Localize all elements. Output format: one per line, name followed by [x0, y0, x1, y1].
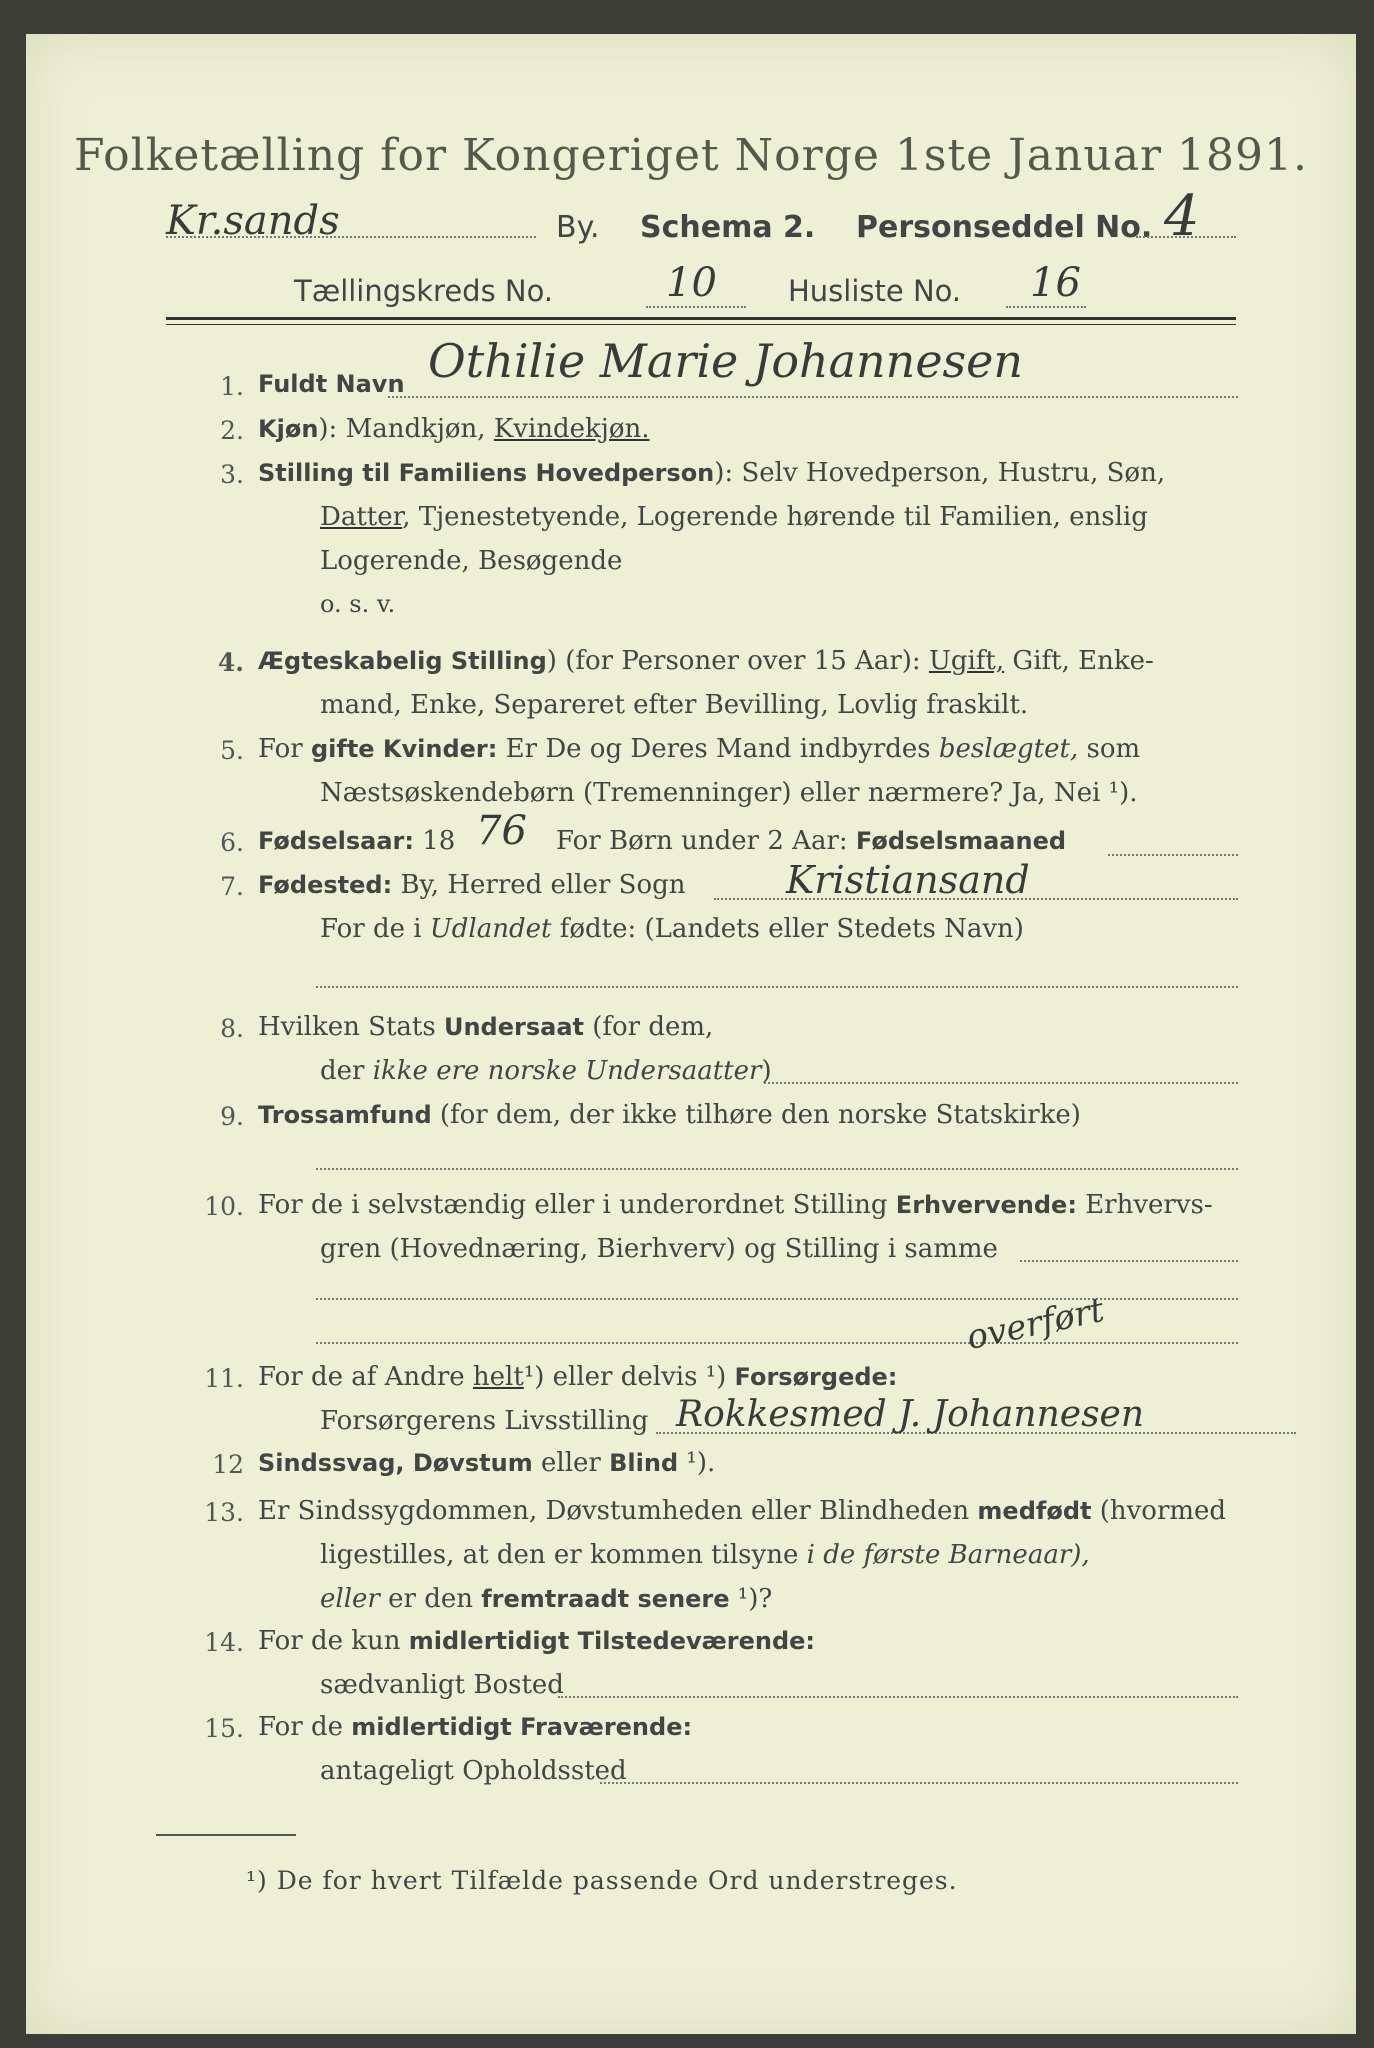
city-handwritten: Kr.sands	[166, 198, 340, 244]
item-7-line-2	[320, 914, 1024, 944]
item-13-label: medfødt	[977, 1497, 1092, 1525]
item-13-line-2	[320, 1540, 1090, 1570]
item-11-line-1	[258, 1362, 897, 1392]
personseddel-dotted-line	[1136, 236, 1236, 238]
form-title: Folketælling for Kongeriget Norge 1ste Januar 1891.	[74, 130, 1308, 181]
item-12-text-1: eller	[532, 1448, 610, 1478]
item-3-text-4: o. s. v.	[320, 590, 396, 618]
item-12-text-2: ¹).	[678, 1448, 716, 1478]
item-15-number: 15.	[204, 1714, 244, 1743]
husliste-value: 16	[1030, 260, 1081, 306]
item-6-text: For Børn under 2 Aar:	[556, 826, 856, 856]
item-8-line-1	[258, 1012, 713, 1042]
item-4-label: Ægteskabelig Stilling	[258, 647, 547, 675]
item-2-number: 2.	[220, 416, 244, 445]
item-15-dotted-line	[600, 1782, 1238, 1784]
item-12-line	[258, 1448, 715, 1478]
item-10-dotted-line-1	[1020, 1260, 1238, 1262]
item-5-text-1b: som	[1078, 734, 1141, 764]
census-form	[26, 34, 1356, 2034]
header-rule-thin	[166, 324, 1236, 325]
husliste-dotted-line	[1006, 306, 1086, 308]
item-2-text	[258, 414, 650, 444]
item-8-text-1b: (for dem,	[583, 1012, 714, 1042]
item-11-label: Forsørgede:	[734, 1363, 898, 1391]
item-11-number: 11.	[204, 1364, 244, 1393]
item-12-label: Sindssvag, Døvstum	[258, 1449, 533, 1477]
item-3-line-2	[320, 502, 1148, 532]
item-14-text-2: sædvanligt Bosted	[320, 1670, 564, 1700]
item-6-value: 76	[476, 808, 527, 854]
item-13-line-1	[258, 1496, 1226, 1526]
item-11-underlined: helt	[472, 1362, 524, 1392]
item-3-line-1	[258, 458, 1165, 488]
taellingskreds-dotted-line	[646, 306, 746, 308]
item-13-number: 13.	[204, 1498, 244, 1527]
footnote-rule	[156, 1834, 296, 1836]
item-14-text-1a: For de kun	[258, 1626, 409, 1656]
item-4-underlined: Ugift,	[928, 646, 1005, 676]
item-13-italic: i de første Barneaar),	[806, 1540, 1090, 1570]
item-4-text-1: ) (for Personer over 15 Aar):	[546, 646, 929, 676]
item-10-text-1b: Erhvervs-	[1076, 1190, 1213, 1220]
item-10-line-1	[258, 1190, 1213, 1220]
item-1-dotted-line	[388, 396, 1238, 398]
item-10-label: Erhvervende:	[895, 1191, 1077, 1219]
item-3-text-3: Logerende, Besøgende	[320, 546, 623, 576]
item-12-label-2: Blind	[609, 1449, 679, 1477]
item-7-text: By, Herred eller Sogn	[392, 870, 686, 900]
item-9-line	[258, 1100, 1081, 1130]
item-3-underlined: Datter	[320, 502, 403, 532]
item-6-number: 6.	[220, 828, 244, 857]
city-dotted-line	[166, 236, 536, 238]
item-11-value: Rokkesmed J. Johannesen	[676, 1394, 1145, 1435]
item-5-text-1: Er De og Deres Mand indbyrdes	[497, 734, 939, 764]
item-9-number: 9.	[220, 1102, 244, 1131]
item-5-italic: beslægtet,	[938, 734, 1079, 764]
item-6-year-prefix: 18	[414, 826, 456, 856]
item-2-label: Kjøn	[258, 415, 319, 443]
item-7-label: Fødested:	[258, 871, 393, 899]
item-7-italic: Udlandet	[429, 914, 552, 944]
item-7-line-1	[258, 870, 686, 900]
item-13-label-2: fremtraadt senere	[481, 1585, 730, 1613]
item-5-line-1	[258, 734, 1140, 764]
husliste-label: Husliste No.	[788, 274, 962, 308]
personseddel-label: Personseddel No.	[856, 210, 1153, 245]
item-2-plain: ): Mandkjøn,	[318, 414, 494, 444]
item-13-text-1a: Er Sindssygdommen, Døvstumheden eller Blindheden	[258, 1496, 978, 1526]
item-6-dotted-line	[1108, 854, 1238, 856]
item-1-label: Fuldt Navn	[258, 370, 405, 398]
item-6-label: Fødselsaar:	[258, 827, 414, 855]
item-8-italic: ikke ere norske Undersaatter	[372, 1056, 762, 1086]
item-8-line-2: der ikke ere norske Undersaatter)	[320, 1056, 772, 1086]
item-15-label: midlertidigt Fraværende:	[351, 1713, 693, 1741]
item-2-underlined: Kvindekjøn.	[493, 414, 650, 444]
item-6-label-2: Fødselsmaaned	[855, 827, 1067, 855]
item-10-text-2: gren (Hovednæring, Bierhverv) og Stilling i samme	[320, 1234, 998, 1264]
item-5-label: gifte Kvinder:	[310, 735, 498, 763]
item-8-number: 8.	[220, 1014, 244, 1043]
item-7-number: 7.	[220, 872, 244, 901]
item-11-text-2: Forsørgerens Livsstilling	[320, 1406, 649, 1436]
item-4-text-1b: Gift, Enke-	[1004, 646, 1154, 676]
item-10-number: 10.	[204, 1192, 244, 1221]
item-9-text: (for dem, der ikke tilhøre den norske Statskirke)	[431, 1100, 1081, 1130]
item-11-text-1a: For de af Andre	[258, 1362, 473, 1392]
item-4-line-1	[258, 646, 1154, 676]
item-13-text-1b: (hvormed	[1091, 1496, 1227, 1526]
item-14-number: 14.	[204, 1628, 244, 1657]
item-8-label: Undersaat	[443, 1013, 584, 1041]
item-7-value: Kristiansand	[786, 858, 1030, 902]
item-6-line	[258, 826, 455, 856]
item-4-number: 4.	[217, 648, 244, 677]
item-3-text-1: ): Selv Hovedperson, Hustru, Søn,	[714, 458, 1166, 488]
item-15-line-1	[258, 1712, 692, 1742]
item-5-text-0: For	[258, 734, 311, 764]
header-rule-thick	[166, 317, 1236, 320]
item-11-value-above: overført	[963, 1289, 1108, 1359]
item-11-text-1b: ¹) eller delvis ¹)	[523, 1362, 735, 1392]
item-8-dotted-line	[764, 1082, 1238, 1084]
item-1-value: Othilie Marie Johannesen	[428, 334, 1023, 388]
item-14-line-1	[258, 1626, 815, 1656]
item-15-text-1a: For de	[258, 1712, 352, 1742]
item-14-label: midlertidigt Tilstedeværende:	[408, 1627, 816, 1655]
item-13-text-3c: ¹)?	[729, 1584, 773, 1614]
item-8-text-2a: der	[320, 1056, 373, 1086]
item-9-dotted-line	[316, 1168, 1238, 1170]
personseddel-value: 4	[1164, 184, 1200, 249]
item-3-label: Stilling til Familiens Hovedperson	[258, 459, 715, 487]
item-13-line-3	[320, 1584, 772, 1614]
city-suffix: By.	[556, 210, 600, 245]
taellingskreds-label: Tællingskreds No.	[294, 274, 554, 308]
item-13-text-3b: er den	[379, 1584, 482, 1614]
item-7-dotted-line-2	[316, 986, 1238, 988]
item-6-line-2	[556, 826, 1066, 856]
item-9-label: Trossamfund	[258, 1101, 432, 1129]
item-7-text-2b: fødte: (Landets eller Stedets Navn)	[551, 914, 1024, 944]
item-3-number: 3.	[220, 460, 244, 489]
footnote: ¹) De for hvert Tilfælde passende Ord understreges.	[246, 1866, 958, 1895]
schema-label: Schema 2.	[640, 210, 816, 245]
item-3-text-2: , Tjenestetyende, Logerende hørende til Familien, enslig	[402, 502, 1148, 532]
item-10-dotted-line-3	[316, 1342, 1238, 1344]
item-7-text-2a: For de i	[320, 914, 430, 944]
taellingskreds-value: 10	[666, 260, 717, 306]
item-5-number: 5.	[220, 736, 244, 765]
item-8-text-1a: Hvilken Stats	[258, 1012, 444, 1042]
item-4-text-2: mand, Enke, Separeret efter Bevilling, Lovlig fraskilt.	[320, 690, 1029, 720]
item-12-number: 12	[212, 1450, 244, 1479]
item-13-text-3a: eller	[320, 1584, 380, 1614]
item-14-dotted-line	[558, 1696, 1238, 1698]
item-15-text-2: antageligt Opholdssted	[320, 1756, 627, 1786]
item-5-text-2: Næstsøskendebørn (Tremenninger) eller nærmere? Ja, Nei ¹).	[320, 778, 1138, 808]
item-10-text-1a: For de i selvstændig eller i underordnet Stilling	[258, 1190, 896, 1220]
item-1-number: 1.	[220, 372, 244, 401]
item-13-text-2a: ligestilles, at den er kommen tilsyne	[320, 1540, 807, 1570]
